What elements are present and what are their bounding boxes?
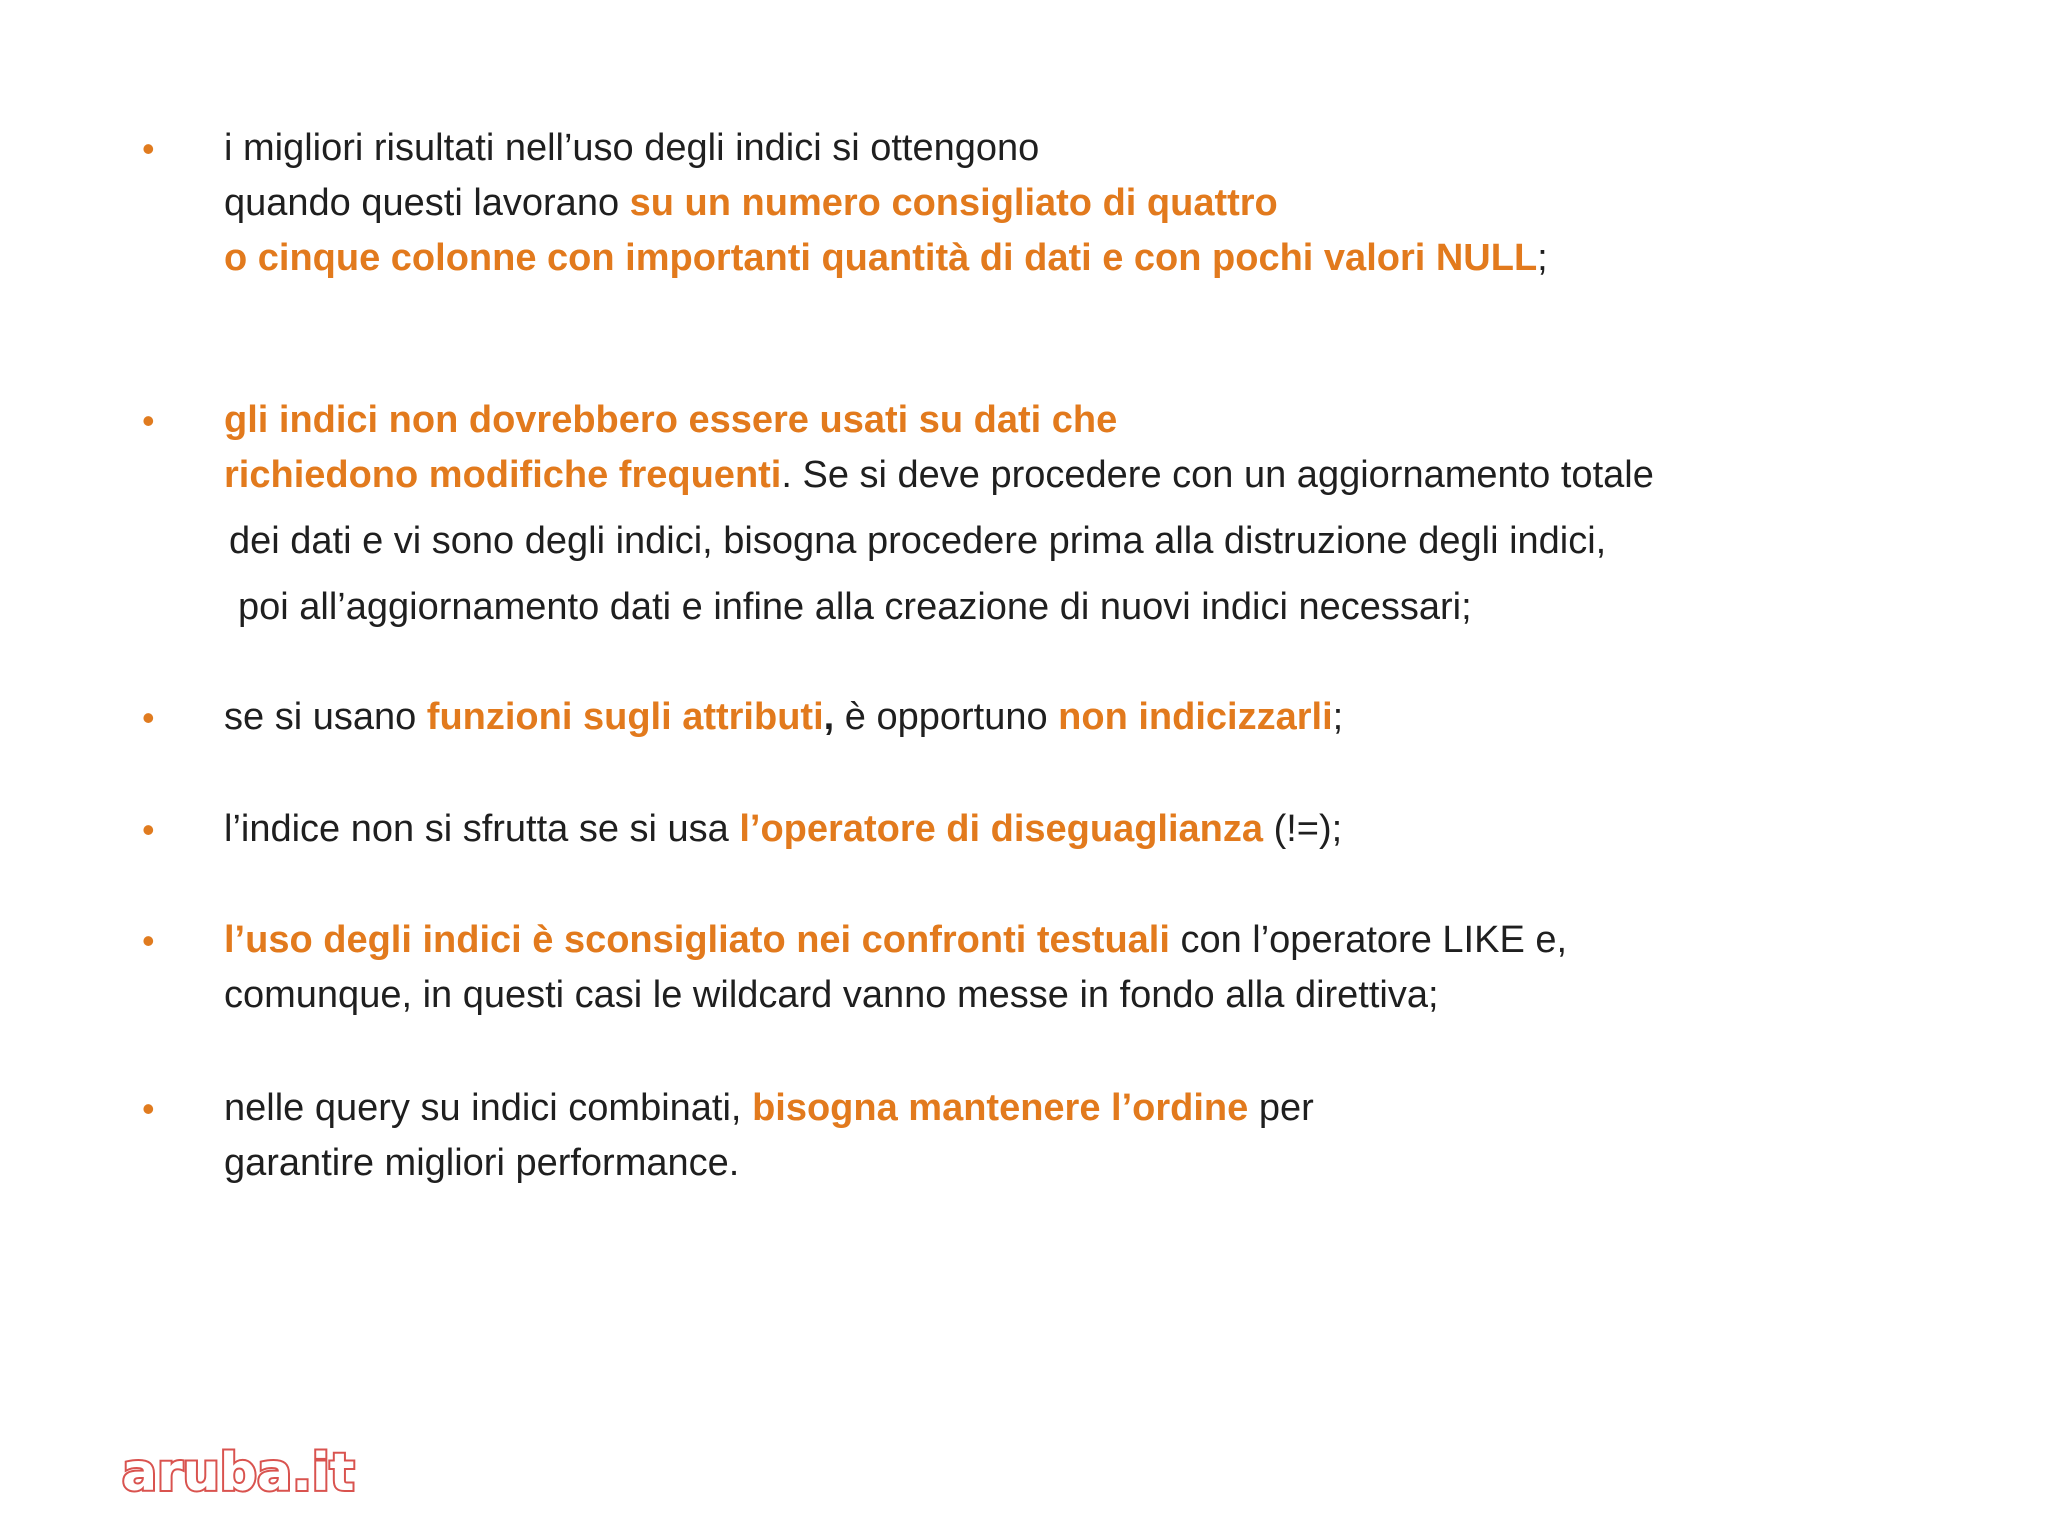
body-text: i migliori risultati nell’uso degli indici si ottengono (224, 127, 1040, 169)
body-text: . Se si deve procedere con un aggiornamento totale (781, 454, 1654, 496)
bullet-line (224, 1136, 739, 1191)
body-text: comunque, in questi casi le wildcard vanno messe in fondo alla direttiva; (224, 974, 1439, 1016)
body-text: ; (1332, 696, 1344, 738)
body-text: per (1248, 1087, 1314, 1129)
logo-text: aruba.it (122, 1443, 355, 1503)
highlighted-text: l’uso degli indici è sconsigliato nei confronti testuali (224, 919, 1170, 961)
body-text: poi all’aggiornamento dati e infine alla creazione di nuovi indici necessari; (238, 586, 1472, 628)
highlighted-text: bisogna mantenere l’ordine (752, 1087, 1249, 1129)
highlighted-text: funzioni sugli attributi (426, 696, 824, 738)
bullet-line (229, 514, 1606, 569)
body-text: dei dati e vi sono degli indici, bisogna procedere prima alla distruzione degli indici, (229, 520, 1607, 562)
body-text: l’indice non si sfrutta se si usa (224, 808, 740, 850)
aruba-logo (118, 1438, 378, 1506)
body-text: , (823, 696, 835, 738)
highlighted-text: non indicizzarli (1058, 696, 1333, 738)
body-text: (!=); (1263, 808, 1343, 850)
bullet-dot-icon: • (142, 697, 155, 738)
highlighted-text: su un numero consigliato di quattro (629, 182, 1278, 224)
bullet-line (224, 913, 1567, 968)
bullet-dot-icon: • (142, 1088, 155, 1129)
bullet-line (224, 802, 1342, 857)
bullet-dot-icon: • (142, 400, 155, 441)
bullet-line (224, 448, 1654, 503)
highlighted-text: richiedono modifiche frequenti (224, 454, 782, 496)
highlighted-text: o cinque colonne con importanti quantità di dati e con pochi valori NULL (224, 237, 1538, 279)
body-text: ; (1537, 237, 1548, 279)
body-text: garantire migliori performance. (224, 1142, 740, 1184)
body-text: è opportuno (834, 696, 1059, 738)
highlighted-text: gli indici non dovrebbero essere usati su dati che (224, 399, 1118, 441)
body-text: quando questi lavorano (224, 182, 630, 224)
bullet-line (238, 580, 1472, 635)
bullet-line (224, 231, 1548, 286)
bullet-line (224, 1081, 1314, 1136)
bullet-dot-icon: • (142, 920, 155, 961)
body-text: se si usano (224, 696, 427, 738)
bullet-dot-icon: • (142, 128, 155, 169)
bullet-line (224, 176, 1278, 231)
bullet-line (224, 121, 1039, 176)
bullet-line (224, 393, 1117, 448)
highlighted-text: l’operatore di diseguaglianza (739, 808, 1264, 850)
bullet-line (224, 690, 1343, 745)
body-text: con l’operatore LIKE e, (1169, 919, 1568, 961)
bullet-dot-icon: • (142, 809, 155, 850)
body-text: nelle query su indici combinati, (224, 1087, 753, 1129)
bullet-line (224, 968, 1439, 1023)
